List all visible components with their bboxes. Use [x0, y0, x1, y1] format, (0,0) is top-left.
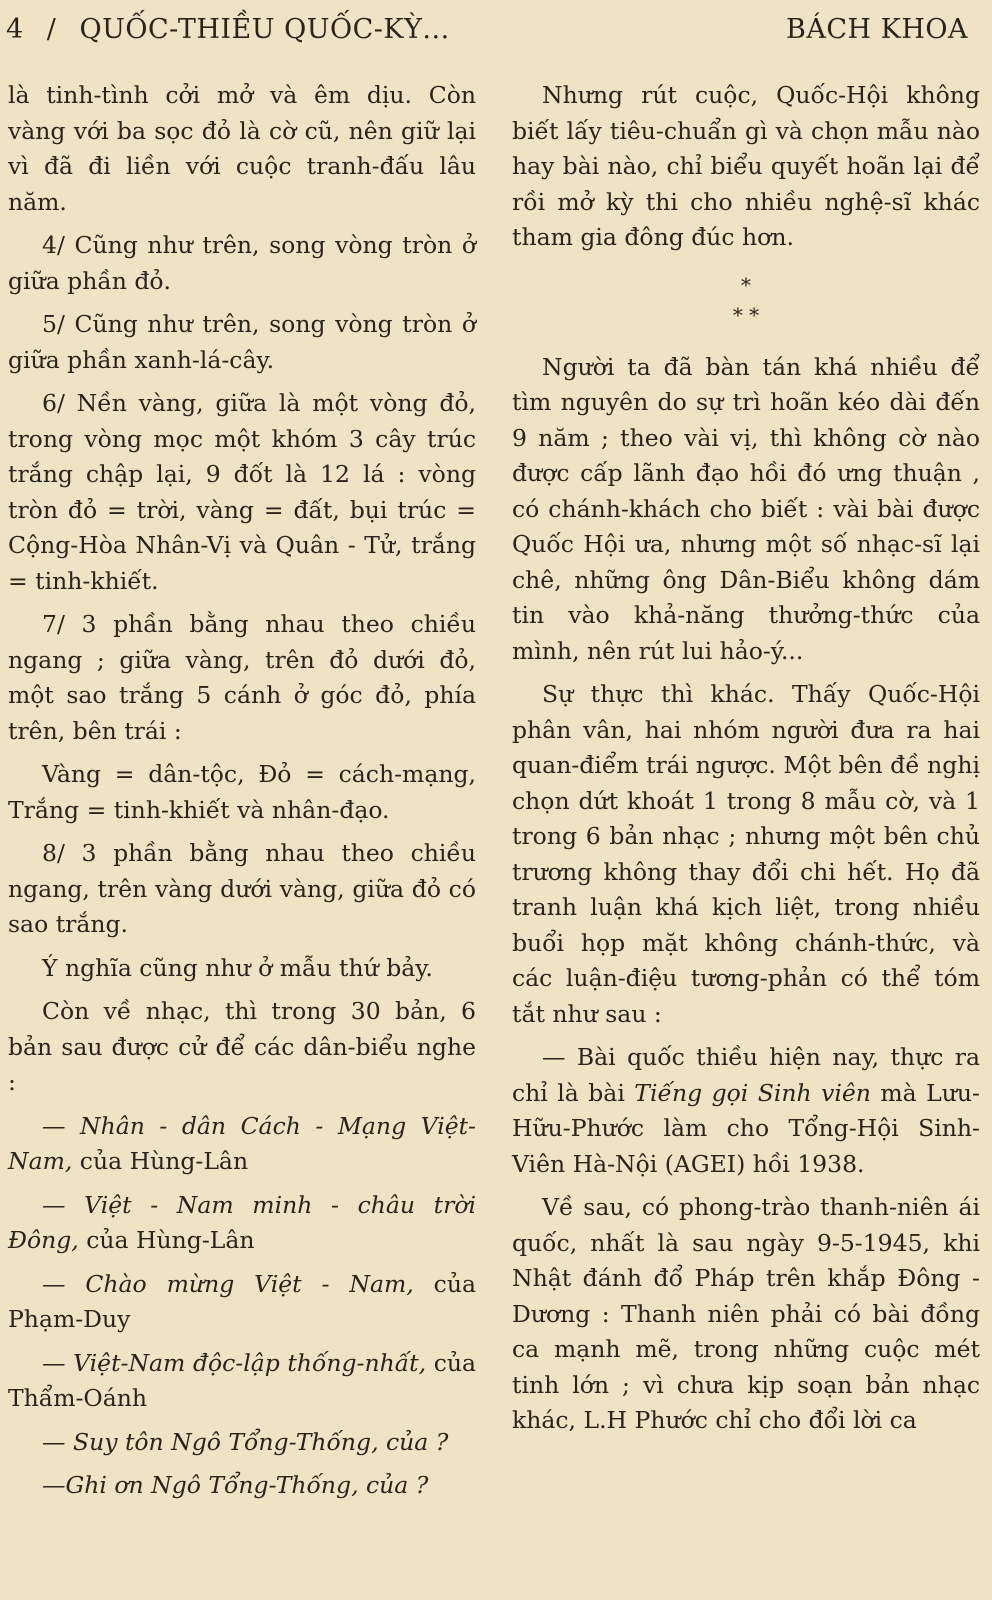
paragraph: Còn về nhạc, thì trong 30 bản, 6 bản sau được cử để các dân-biểu nghe : — [8, 997, 476, 1096]
paragraph: 7/ 3 phần bằng nhau theo chiều ngang ; giữa vàng, trên đỏ dưới đỏ, một sao trắng 5 cánh ở góc đỏ, phía trên, bên trái : — [8, 610, 476, 745]
section-separator: * * * — [732, 272, 760, 327]
song-entry — [8, 1346, 476, 1417]
paragraph: 8/ 3 phần bằng nhau theo chiều ngang, trên vàng dưới vàng, giữa đỏ có sao trắng. — [8, 839, 476, 938]
song-author: của Hùng-Lân — [72, 1147, 249, 1175]
song-entry — [8, 1109, 476, 1180]
text-run: — Bài quốc thiều hiện nay, thực ra chỉ là bài — [512, 1043, 980, 1107]
page-number: 4 — [6, 14, 24, 45]
text-run: mà Lưu-Hữu-Phước làm cho Tổng-Hội Sinh-Viên Hà-Nội (AGEI) hồi 1938. — [512, 1078, 980, 1178]
song-entry — [8, 1425, 476, 1461]
song-title: — Suy tôn Ngô Tổng-Thống, của ? — [42, 1427, 449, 1456]
song-entry — [8, 1267, 476, 1338]
paragraph — [512, 1040, 980, 1182]
song-author: của Thẩm-Oánh — [8, 1348, 476, 1412]
paragraph: Người ta đã bàn tán khá nhiều để tìm nguyên do sự trì hoãn kéo dài đến 9 năm ; theo vài vị, thì không cờ nào được cấp lãnh đạo hồi đó ưng thuận , có chánh-khách cho biết : vài bài được Quốc Hội ưa, nhưng một số nhạc-sĩ lại chê, những ông Dân-Biểu không dám tin vào khả-năng thưởng-thức của mình, nên rút lui hảo-ý... — [512, 352, 980, 665]
header-left — [6, 14, 450, 45]
song-title: —Ghi ơn Ngô Tổng-Thống, của ? — [42, 1471, 429, 1499]
song-author: của Phạm-Duy — [8, 1269, 476, 1333]
paragraph: Ý nghĩa cũng như ở mẫu thứ bảy. — [42, 953, 433, 982]
song-entry — [8, 1188, 476, 1259]
song-title: — Nhân - dân Cách - Mạng Việt-Nam, — [8, 1111, 476, 1175]
song-title: Tiếng gọi Sinh viên — [634, 1078, 871, 1107]
paragraph: Về sau, có phong-trào thanh-niên ái quốc, nhất là sau ngày 9-5-1945, khi Nhật đánh đổ Pháp trên khắp Đông - Dương : Thanh niên phải có bài đồng ca mạnh mẽ, trong những cuộc mét tinh lớn ; vì chưa kịp soạn bản nhạc khác, L.H Phước chỉ cho đổi lời ca — [512, 1193, 980, 1434]
header-separator: / — [46, 14, 57, 45]
song-author: của Hùng-Lân — [78, 1226, 255, 1254]
paragraph: là tinh-tình cởi mở và êm dịu. Còn vàng với ba sọc đỏ là cờ cũ, nên giữ lại vì đã đi liền với cuộc tranh-đấu lâu năm. — [8, 81, 476, 216]
paragraph: Sự thực thì khác. Thấy Quốc-Hội phân vân, hai nhóm người đưa ra hai quan-điểm trái ngược. Một bên đề nghị chọn dứt khoát 1 trong 8 mẫu cờ, và 1 trong 6 bản nhạc ; nhưng một bên chủ trương không thay đổi chi hết. Họ đã tranh luận khá kịch liệt, trong nhiều buổi họp mặt không chánh-thức, và các luận-điệu tương-phản có thể tóm tắt như sau : — [512, 680, 980, 1028]
magazine-name: BÁCH KHOA — [786, 14, 968, 45]
page-header — [0, 8, 992, 52]
running-title: QUỐC-THIỀU QUỐC-KỲ... — [79, 14, 450, 45]
song-title: — Chào mừng Việt - Nam, — [42, 1269, 414, 1298]
song-title: — Việt-Nam độc-lập thống-nhất, — [42, 1348, 427, 1377]
left-column — [8, 78, 476, 1512]
paragraph: 5/ Cũng như trên, song vòng tròn ở giữa phần xanh-lá-cây. — [8, 310, 476, 374]
song-title: — Việt - Nam minh - châu trời Đông, — [8, 1190, 476, 1254]
song-entry — [8, 1468, 476, 1504]
right-column — [512, 78, 980, 1447]
paragraph: 6/ Nền vàng, giữa là một vòng đỏ, trong vòng mọc một khóm 3 cây trúc trắng chập lại, 9 đốt là 12 lá : vòng tròn đỏ = trời, vàng = đất, bụi trúc = Cộng-Hòa Nhân-Vị và Quân - Tử, trắng = tinh-khiết. — [8, 389, 476, 595]
paragraph: Nhưng rút cuộc, Quốc-Hội không biết lấy tiêu-chuẩn gì và chọn mẫu nào hay bài nào, chỉ biểu quyết hoãn lại để rồi mở kỳ thi cho nhiều nghệ-sĩ khác tham gia đông đúc hơn. — [512, 81, 980, 251]
paragraph: 4/ Cũng như trên, song vòng tròn ở giữa phần đỏ. — [8, 231, 476, 295]
paragraph: Vàng = dân-tộc, Đỏ = cách-mạng, Trắng = tinh-khiết và nhân-đạo. — [8, 760, 476, 824]
